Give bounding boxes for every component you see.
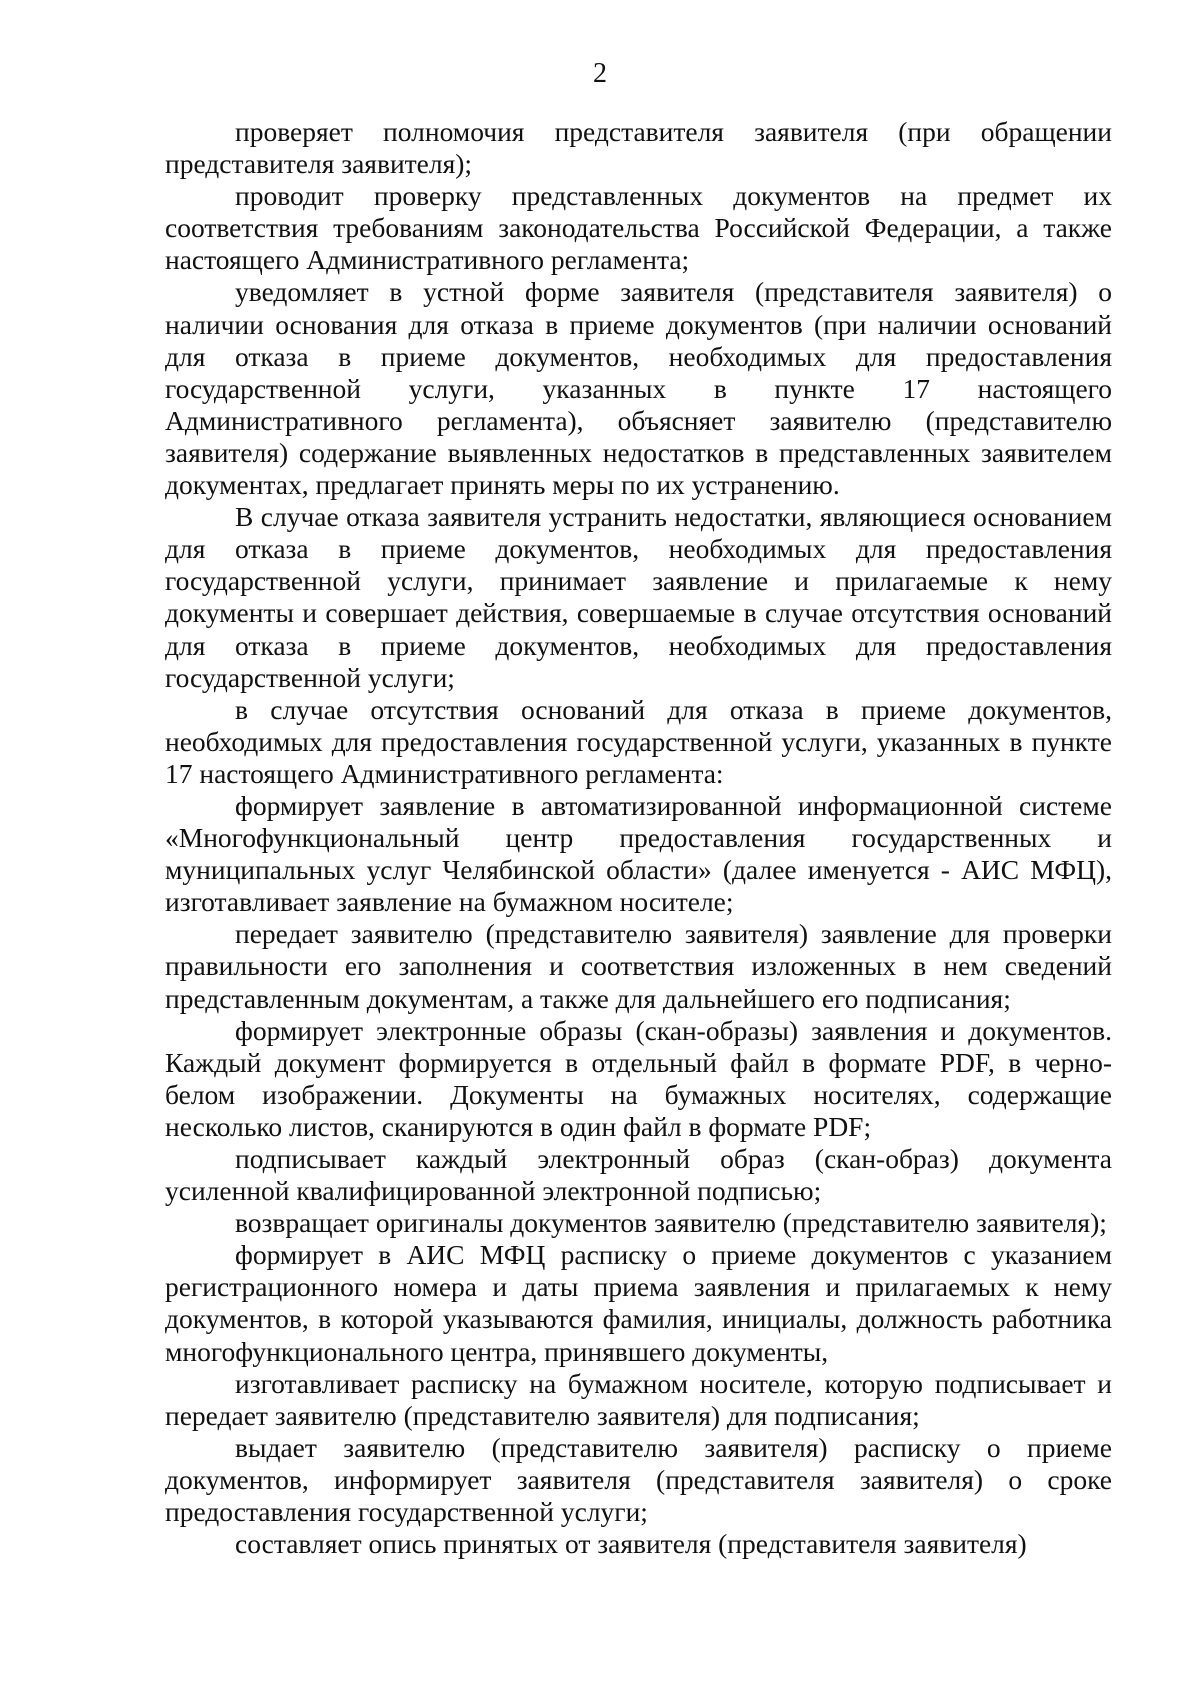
paragraph: проводит проверку представленных документов на предмет их соответствия требованиям законодательства Российской Федерации, а также настоящего Административного регламента; [165, 180, 1112, 276]
page-number: 2 [593, 58, 607, 89]
paragraph: в случае отсутствия оснований для отказа в приеме документов, необходимых для предоставления государственной услуги, указанных в пункте 17 настоящего Административного регламента: [165, 693, 1112, 789]
paragraph: уведомляет в устной форме заявителя (представителя заявителя) о наличии основания для отказа в приеме документов (при наличии оснований для отказа в приеме документов, необходимых для предоставления государственной услуги, указанных в пункте 17 настоящего Административного регламента), объясняет заявителю (представителю заявителя) содержание выявленных недостатков в представленных заявителем документах, предлагает принять меры по их устранению. [165, 276, 1112, 501]
paragraph: передает заявителю (представителю заявителя) заявление для проверки правильности его заполнения и соответствия изложенных в нем сведений представленным документам, а также для дальнейшего его подписания; [165, 918, 1112, 1014]
paragraph: формирует заявление в автоматизированной информационной системе «Многофункциональный центр предоставления государственных и муниципальных услуг Челябинской области» (далее именуется - АИС МФЦ), изготавливает заявление на бумажном носителе; [165, 789, 1112, 918]
paragraph: формирует электронные образы (скан-образы) заявления и документов. Каждый документ формируется в отдельный файл в формате PDF, в черно-белом изображении. Документы на бумажных носителях, содержащие несколько листов, сканируются в один файл в формате PDF; [165, 1014, 1112, 1142]
paragraph: В случае отказа заявителя устранить недостатки, являющиеся основанием для отказа в приеме документов, необходимых для предоставления государственной услуги, принимает заявление и прилагаемые к нему документы и совершает действия, совершаемые в случае отсутствия оснований для отказа в приеме документов, необходимых для предоставления государственной услуги; [165, 501, 1112, 693]
paragraph: проверяет полномочия представителя заявителя (при обращении представителя заявителя); [165, 116, 1112, 180]
paragraph: возвращает оригиналы документов заявителю (представителю заявителя); [235, 1207, 1107, 1239]
paragraph: выдает заявителю (представителю заявителя) расписку о приеме документов, информирует заявителя (представителя заявителя) о сроке предоставления государственной услуги; [165, 1431, 1112, 1528]
paragraph: подписывает каждый электронный образ (скан-образ) документа усиленной квалифицированной электронной подписью; [165, 1143, 1112, 1207]
document-body [165, 116, 1112, 1560]
paragraph: изготавливает расписку на бумажном носителе, которую подписывает и передает заявителю (представителю заявителя) для подписания; [165, 1367, 1112, 1431]
paragraph: формирует в АИС МФЦ расписку о приеме документов с указанием регистрационного номера и даты приема заявления и прилагаемых к нему документов, в которой указываются фамилия, инициалы, должность работника многофункционального центра, принявшего документы, [165, 1239, 1112, 1367]
paragraph: составляет опись принятых от заявителя (представителя заявителя) [235, 1528, 1027, 1560]
